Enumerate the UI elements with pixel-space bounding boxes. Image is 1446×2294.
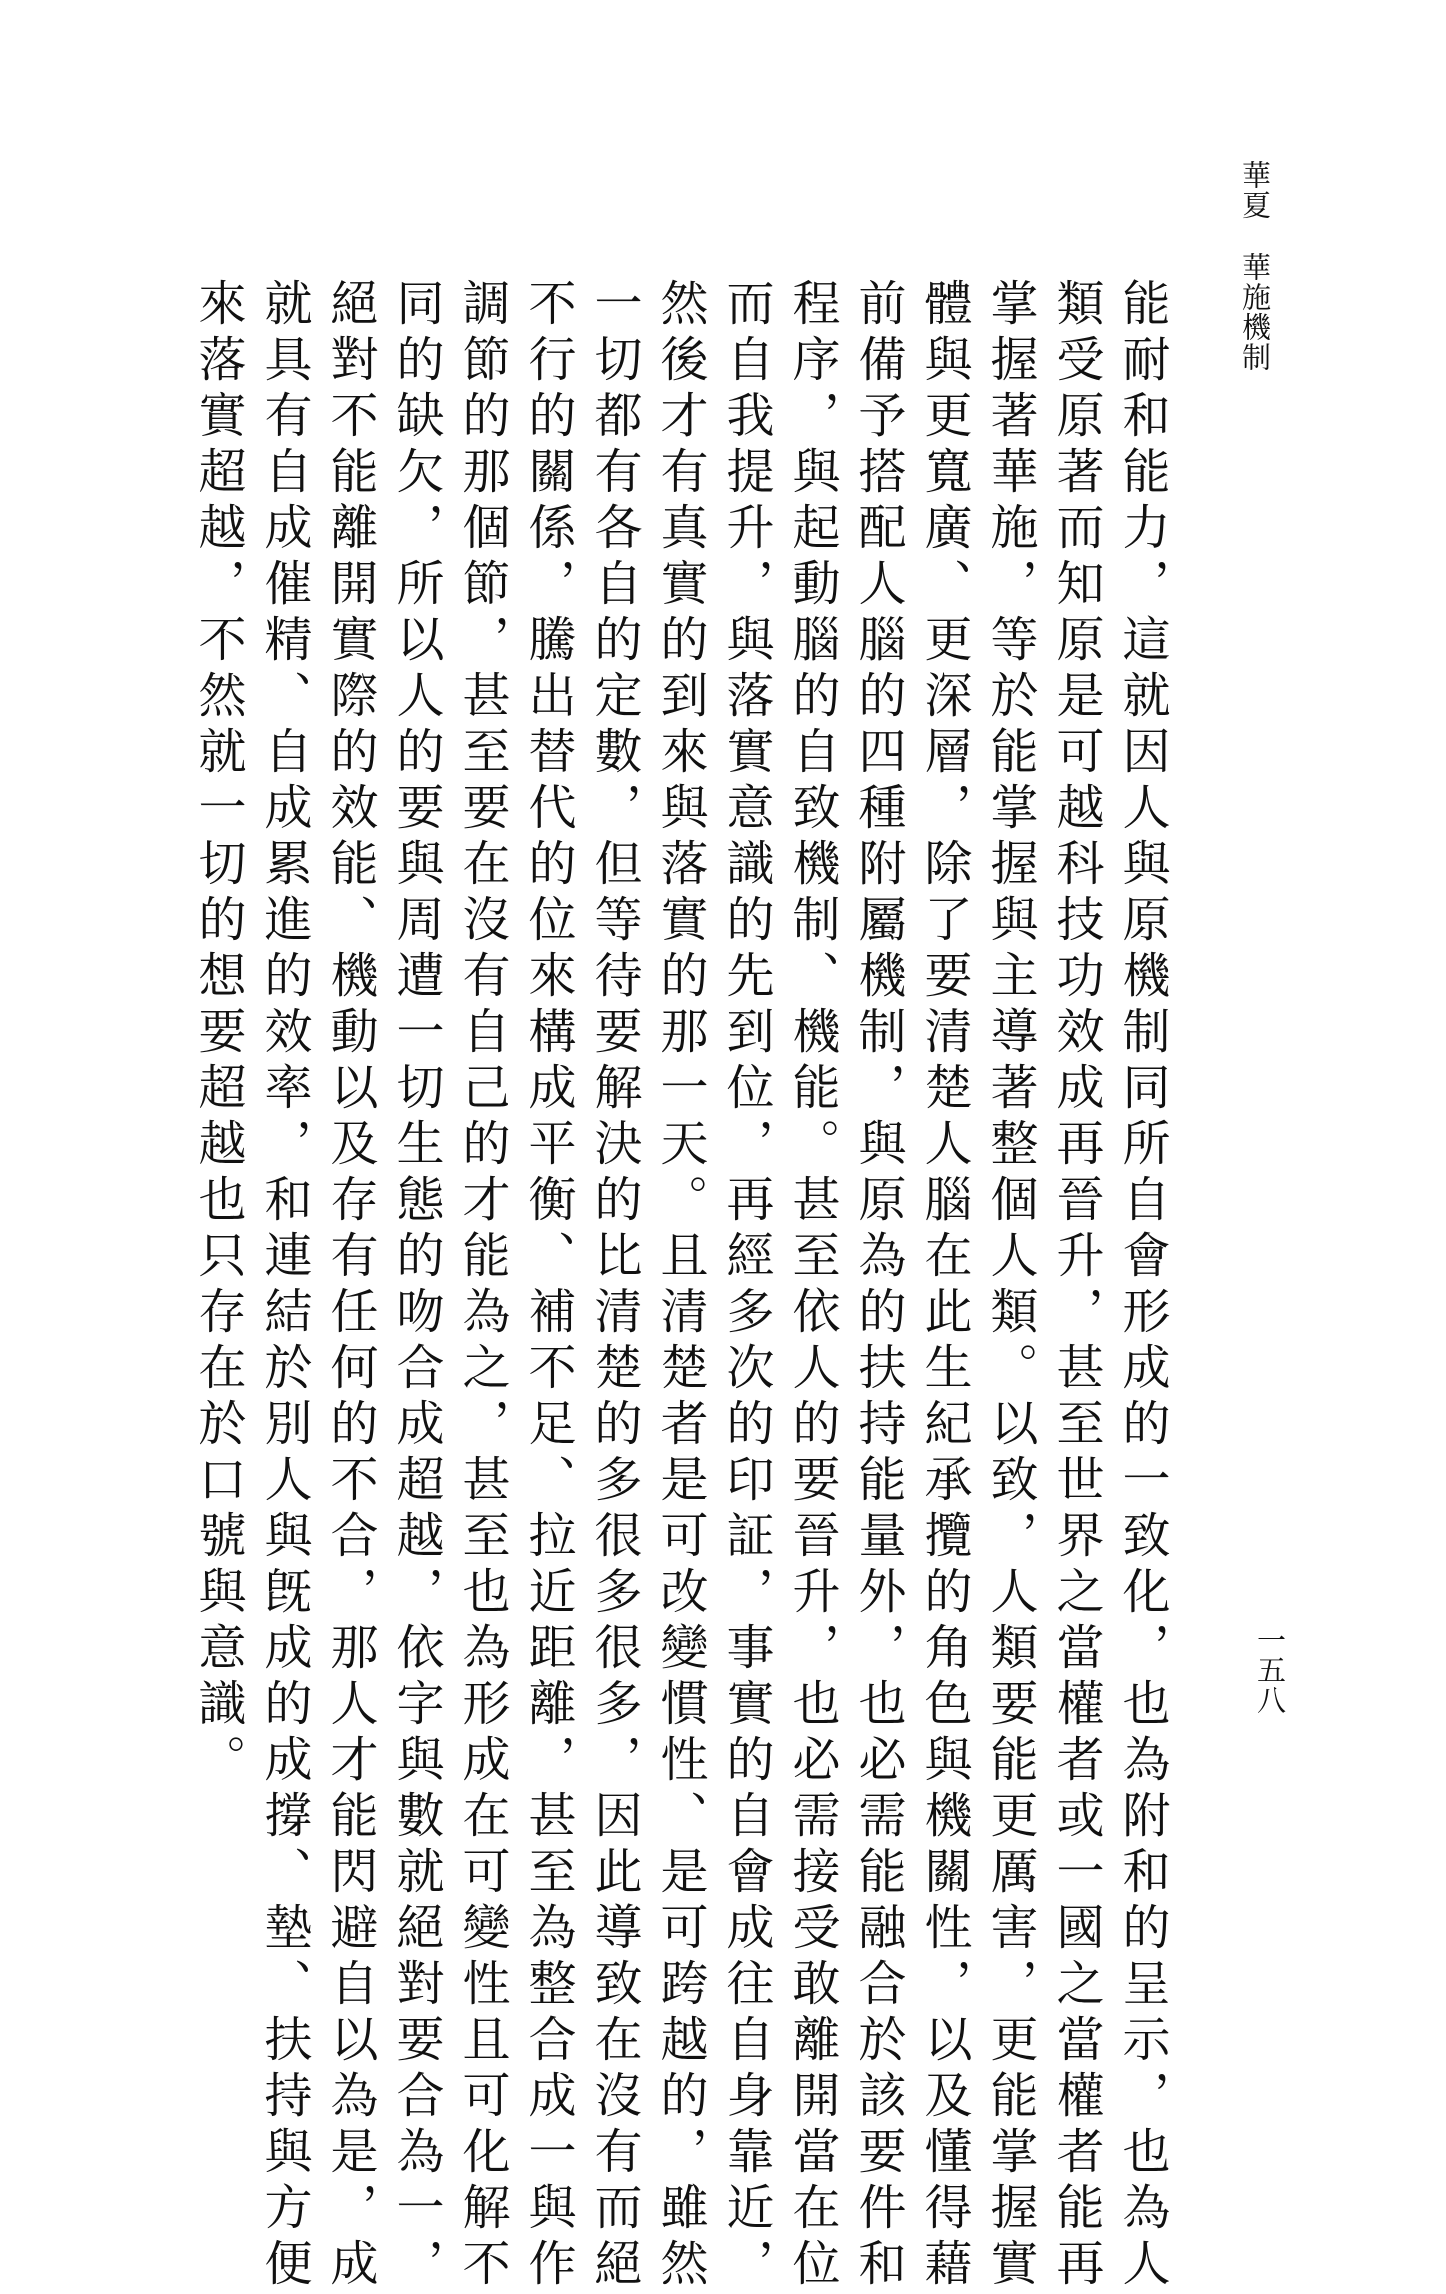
text-column: 絕對不能離開實際的效能、機動以及存有任何的不合，那人才能閃避自以為是，成	[322, 278, 378, 2294]
running-header	[1235, 160, 1275, 372]
text-column: 掌握著華施，等於能掌握與主導著整個人類。以致，人類要能更厲害，更能掌握實	[982, 278, 1038, 2294]
text-column: 前備予搭配人腦的四種附屬機制，與原為的扶持能量外，也必需能融合於該要件和	[850, 278, 906, 2294]
header-title-line2: 華施機制	[1238, 252, 1272, 372]
text-column: 程序，與起動腦的自致機制、機能。甚至依人的要晉升，也必需接受敢離開當在位	[784, 278, 840, 2294]
text-column: 調節的那個節，甚至要在沒有自己的才能為之，甚至也為形成在可變性且可化解不	[454, 278, 510, 2294]
text-column: 體與更寬廣、更深層，除了要清楚人腦在此生紀承攬的角色與機關性，以及懂得藉	[916, 278, 972, 2294]
text-column: 類受原著而知原是可越科技功效成再晉升，甚至世界之當權者或一國之當權者能再	[1048, 278, 1104, 2294]
text-column: 能耐和能力，這就因人與原機制同所自會形成的一致化，也為附和的呈示，也為人	[1114, 278, 1170, 2294]
header-title-line1: 華夏	[1238, 160, 1272, 220]
text-column: 來落實超越，不然就一切的想要超越也只存在於口號與意識。	[190, 278, 246, 1790]
text-column: 同的缺欠，所以人的要與周遭一切生態的吻合成超越，依字與數就絕對要合為一，	[388, 278, 444, 2294]
text-column: 而自我提升，與落實意識的先到位，再經多次的印証，事實的自會成往自身靠近，	[718, 278, 774, 2294]
text-column: 然後才有真實的到來與落實的那一天。且清楚者是可改變慣性、是可跨越的，雖然	[652, 278, 708, 2294]
text-column: 不行的關係，騰出替代的位來構成平衡、補不足、拉近距離，甚至為整合成一與作	[520, 278, 576, 2294]
page-number: 一五八	[1253, 1625, 1287, 1715]
body-text	[185, 278, 1175, 2294]
text-column: 一切都有各自的定數，但等待要解決的比清楚的多很多很多，因此導致在沒有而絕	[586, 278, 642, 2294]
text-column: 就具有自成催精、自成累進的效率，和連結於別人與旣成的成撐、墊、扶持與方便	[256, 278, 312, 2294]
